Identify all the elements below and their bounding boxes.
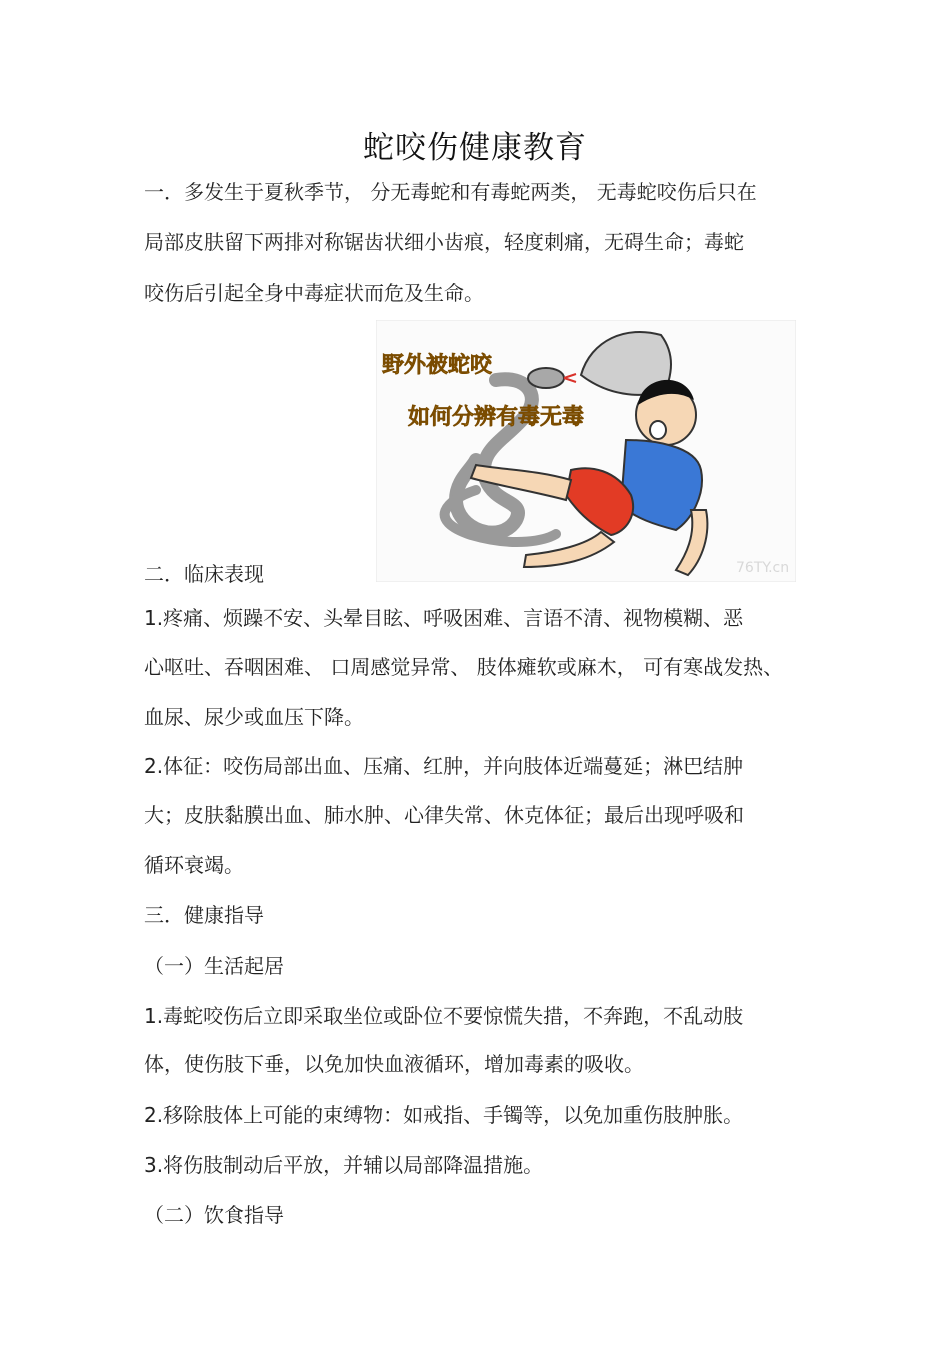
paragraph-line: 循环衰竭。 [144, 853, 244, 877]
paragraph-line: 1.疼痛、烦躁不安、头晕目眩、呼吸困难、言语不清、视物模糊、恶 [144, 606, 744, 630]
caption-line-1: 野外被蛇咬 [382, 353, 493, 378]
paragraph-line: 心呕吐、吞咽困难、 口周感觉异常、 肢体瘫软或麻木， 可有寒战发热、 [144, 655, 784, 679]
paragraph-line: 体，使伤肢下垂，以免加快血液循环，增加毒素的吸收。 [144, 1052, 644, 1076]
paragraph-line: 1.毒蛇咬伤后立即采取坐位或卧位不要惊慌失措，不奔跑，不乱动肢 [144, 1004, 744, 1028]
person-mouth [650, 421, 666, 439]
caption-line-2: 如何分辨有毒无毒 [408, 405, 585, 430]
section-heading: 二．临床表现 [144, 562, 264, 586]
subsection-heading: （二）饮食指导 [144, 1203, 284, 1227]
paragraph-line: 大；皮肤黏膜出血、肺水肿、心律失常、休克体征；最后出现呼吸和 [144, 803, 744, 827]
paragraph-line: 2.移除肢体上可能的束缚物：如戒指、手镯等，以免加重伤肢肿胀。 [144, 1103, 744, 1127]
document-title: 蛇咬伤健康教育 [363, 130, 587, 166]
watermark: 76TY.cn [736, 560, 790, 576]
paragraph-line: 血尿、尿少或血压下降。 [144, 705, 364, 729]
paragraph-line: 2.体征：咬伤局部出血、压痛、红肿，并向肢体近端蔓延；淋巴结肿 [144, 754, 744, 778]
subsection-heading: （一）生活起居 [144, 954, 284, 978]
paragraph-line: 3.将伤肢制动后平放，并辅以局部降温措施。 [144, 1153, 544, 1177]
snake-head [528, 368, 564, 388]
snake-bite-illustration [376, 320, 796, 582]
paragraph-line: 一．多发生于夏秋季节， 分无毒蛇和有毒蛇两类， 无毒蛇咬伤后只在 [144, 180, 757, 204]
paragraph-line: 咬伤后引起全身中毒症状而危及生命。 [144, 281, 484, 305]
section-heading: 三．健康指导 [144, 903, 264, 927]
paragraph-line: 局部皮肤留下两排对称锯齿状细小齿痕，轻度刺痛，无碍生命；毒蛇 [144, 230, 744, 254]
